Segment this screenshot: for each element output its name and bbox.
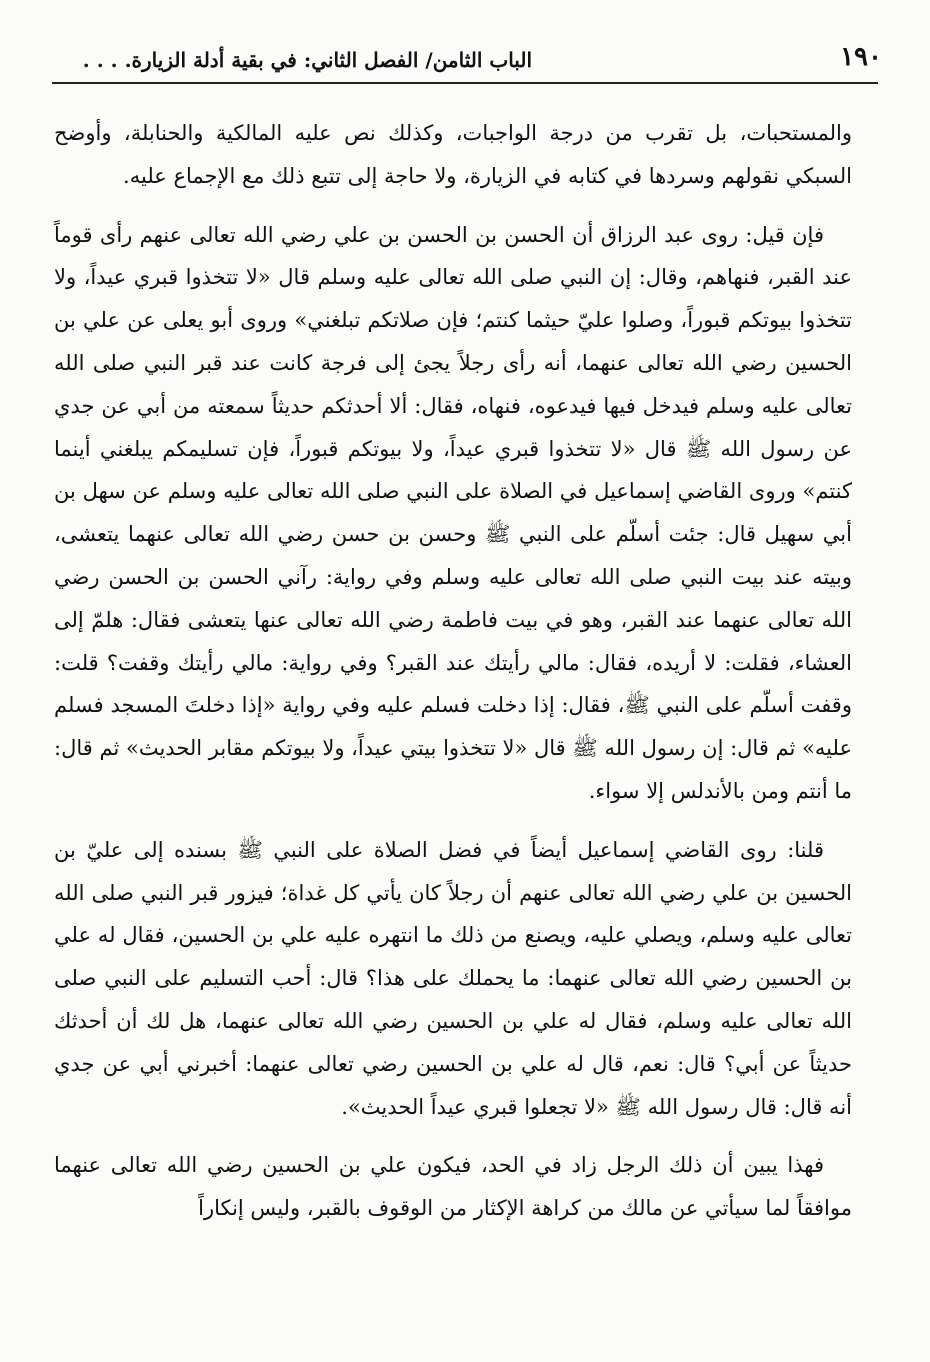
paragraph-2: فإن قيل: روى عبد الرزاق أن الحسن بن الحسن بن علي رضي الله تعالى عنهم رأى قوماً عند القبر، فنهاهم، وقال: إن النبي صلى الله تعالى عليه وسلم قال «لا تتخذوا قبري عيداً، ولا تتخذوا بيوتكم قبوراً، وصلوا عليّ حيثما كنتم؛ فإن صلاتكم تبلغني» وروى أبو يعلى عن علي بن الحسين رضي الله تعالى عنهما، أنه رأى رجلاً يجئ إلى فرجة كانت عند قبر النبي صلى الله تعالى عليه وسلم فيدخل فيها فيدعوه، فنهاه، فقال: ألا أحدثكم حديثاً سمعته من أبي عن جدي عن رسول الله ﷺ قال «لا تتخذوا قبري عيداً، ولا بيوتكم قبوراً، فإن تسليمكم يبلغني أينما كنتم» وروى القاضي إسماعيل في الصلاة على النبي صلى الله تعالى عليه وسلم عن سهل بن أبي سهيل قال: جئت أسلّم على النبي ﷺ وحسن بن حسن رضي الله تعالى عنهما يتعشى، وبيته عند بيت النبي صلى الله تعالى عليه وسلم وفي رواية: رآني الحسن بن الحسن رضي الله تعالى عنهما عند القبر، وهو في بيت فاطمة رضي الله تعالى عنها يتعشى فقال: هلمّ إلى العشاء، فقلت: لا أريده، فقال: مالي رأيتك عند القبر؟ وفي رواية: مالي رأيتك وقفت؟ قلت: وقفت أسلّم على النبي ﷺ، فقال: إذا دخلت فسلم عليه وفي رواية «إذا دخلتَ المسجد فسلم عليه» ثم قال: إن رسول الله ﷺ قال «لا تتخذوا بيتي عيداً، ولا بيوتكم مقابر الحديث» ثم قال: ما أنتم ومن بالأندلس إلا سواء. [54,222,852,803]
paragraph-4: فهذا يبين أن ذلك الرجل زاد في الحد، فيكون علي بن الحسين رضي الله تعالى عنهما موافقاً لما سيأتي عن مالك من كراهة الإكثار من الوقوف بالقبر، وليس إنكاراً [54,1153,852,1221]
page-header [52,40,882,84]
header-rule [52,82,878,84]
paragraph-3: قلنا: روى القاضي إسماعيل أيضاً في فضل الصلاة على النبي ﷺ بسنده إلى عليّ بن الحسين بن علي رضي الله تعالى عنهم أن رجلاً كان يأتي كل غداة؛ فيزور قبر النبي صلى الله تعالى عليه وسلم، ويصلي عليه، ويصنع من ذلك ما انتهره عليه علي بن الحسين، فقال له علي بن الحسين رضي الله تعالى عنهما: ما يحملك على هذا؟ قال: أحب التسليم على النبي صلى الله تعالى عليه وسلم، فقال له علي بن الحسين رضي الله تعالى عنهما، هل لك أن أحدثك حديثاً عن أبي؟ قال: نعم، قال له علي بن الحسين رضي تعالى عنهما: أخبرني أبي عن جدي أنه قال: قال رسول الله ﷺ «لا تجعلوا قبري عيداً الحديث». [54,837,852,1119]
paragraph-1: والمستحبات، بل تقرب من درجة الواجبات، وكذلك نص عليه المالكية والحنابلة، وأوضح السبكي نقولهم وسردها في كتابه في الزيارة، ولا حاجة إلى تتبع ذلك مع الإجماع عليه. [54,121,852,188]
page-body [54,112,852,1230]
page-number: ١٩٠ [840,42,882,72]
running-title: الباب الثامن/ الفصل الثاني: في بقية أدلة الزيارة. . . . [82,48,532,72]
